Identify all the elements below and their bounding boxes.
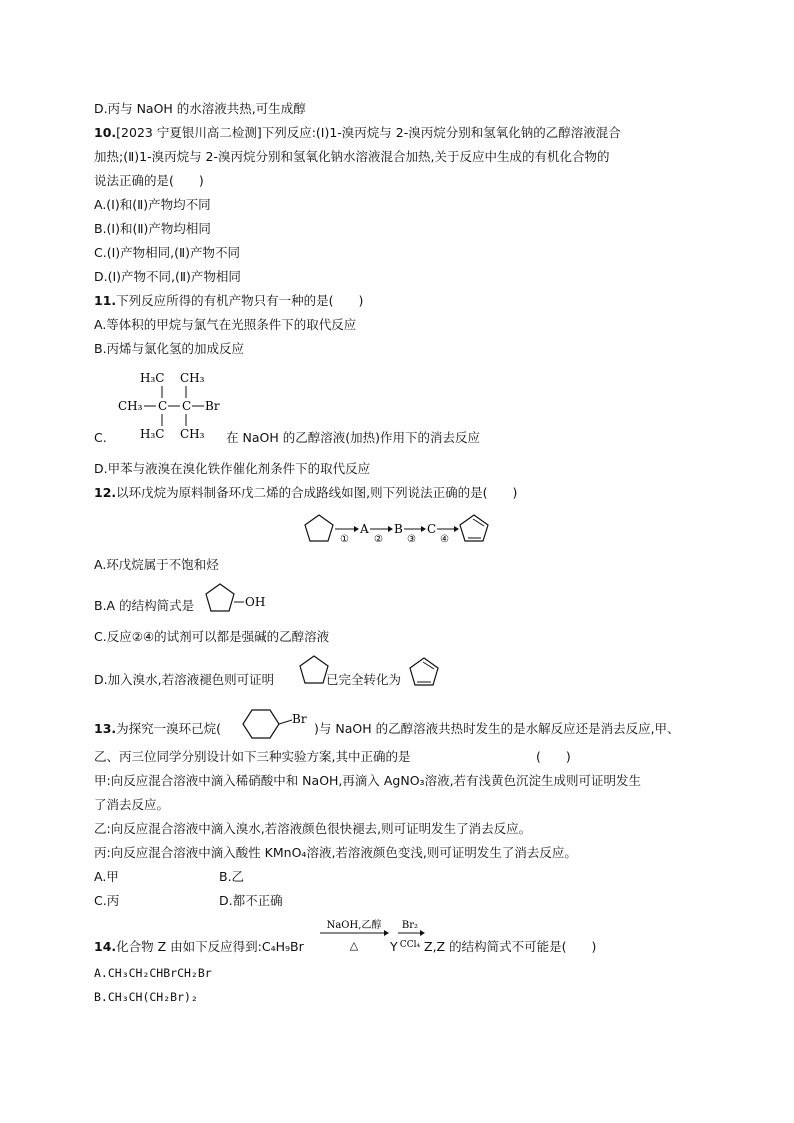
q13-bromine-label: Br: [292, 712, 307, 726]
q13-stem-text1a: 为探究一溴环己烷(: [116, 721, 222, 736]
intermediate-b: B: [394, 522, 403, 536]
q13-answer-paren: ( ): [536, 749, 571, 764]
q10-stem-text1: [2023 宁夏银川高二检测]下列反应:(Ⅰ)1-溴丙烷与 2-溴丙烷分别和氢氧化钠的乙醇溶液混合: [116, 125, 621, 140]
q14-intermediate-y: Y: [390, 939, 398, 954]
q11-stem: [94, 292, 363, 310]
q13-stem-line1-part1: [94, 720, 221, 738]
q10-option-d: D.(Ⅰ)产物不同,(Ⅱ)产物相同: [94, 269, 241, 284]
q11c-ch3-bottom: CH₃: [180, 427, 205, 441]
intermediate-c: C: [427, 522, 437, 536]
cyclopentadiene-ring: [460, 515, 488, 541]
q14-arrow2-reagent: Br₂: [401, 920, 419, 931]
step-4-label: ④: [440, 534, 449, 545]
q12b-cyclopentanol-structure: [202, 580, 272, 620]
q14-stem-text1: 化合物 Z 由如下反应得到:C₄H₉Br: [116, 939, 304, 954]
q14-option-a: A.CH₃CH₂CHBrCH₂Br: [94, 966, 212, 980]
step-1-label: ①: [340, 534, 349, 545]
q12b-oh-group: OH: [245, 595, 266, 609]
q14-number: 14.: [94, 939, 117, 954]
q11-option-d: D.甲苯与液溴在溴化铁作催化剂条件下的取代反应: [94, 461, 371, 476]
q10-stem-line1: [94, 124, 621, 142]
q13-option-c: C.丙: [94, 893, 120, 908]
q9-option-d: D.丙与 NaOH 的水溶液共热,可生成醇: [94, 101, 306, 116]
q10-stem-line2: 加热;(Ⅱ)1-溴丙烷与 2-溴丙烷分别和氢氧化钠水溶液混合加热,关于反应中生成的有机化合物的: [94, 149, 610, 164]
q12-synthesis-route: [302, 511, 492, 547]
q12-option-b: B.A 的结构简式是: [94, 598, 195, 613]
q13-stem-line1-part2: )与 NaOH 的乙醇溶液共热时发生的是水解反应还是消去反应,甲、: [314, 721, 680, 736]
q12-option-d-part1: D.加入溴水,若溶液褪色则可证明: [94, 672, 275, 687]
q11c-bromine: Br: [205, 399, 220, 413]
q12-option-a: A.环戊烷属于不饱和烃: [94, 557, 219, 572]
q11-option-b: B.丙烯与氯化氢的加成反应: [94, 341, 245, 356]
q14-arrow1-condition: △: [349, 939, 359, 952]
q10-option-a: A.(Ⅰ)和(Ⅱ)产物均不同: [94, 197, 211, 212]
q13-option-d: D.都不正确: [219, 893, 283, 908]
q12-option-c: C.反应②④的试剂可以都是强碱的乙醇溶液: [94, 629, 330, 644]
q12-option-d-part2: 已完全转化为: [326, 672, 402, 687]
q13-option-b: B.乙: [219, 869, 245, 884]
q14-arrow1-reagent: NaOH,乙醇: [326, 920, 382, 931]
q11c-structure: [110, 362, 230, 446]
step-2-label: ②: [374, 534, 383, 545]
q11-number: 11.: [94, 293, 117, 308]
q13-number: 13.: [94, 721, 117, 736]
q11c-carbon-1: C: [158, 399, 168, 413]
q13-stem-line2: 乙、丙三位同学分别设计如下三种实验方案,其中正确的是: [94, 749, 411, 764]
q13-bromocyclohexane-structure: [240, 704, 314, 744]
q10-option-b: B.(Ⅰ)和(Ⅱ)产物均相同: [94, 221, 211, 236]
q10-number: 10.: [94, 125, 117, 140]
q11-option-c-text: 在 NaOH 的乙醇溶液(加热)作用下的消去反应: [226, 430, 480, 445]
q12d-cyclopentadiene-ring: [408, 655, 442, 689]
q14-stem-part2: Z,Z 的结构简式不可能是( ): [424, 939, 597, 954]
q14-stem-part1: [94, 938, 304, 956]
step-3-label: ③: [407, 534, 416, 545]
q12-stem: [94, 484, 517, 502]
q11-option-c-label: C.: [94, 430, 107, 445]
q11c-carbon-2: C: [182, 399, 192, 413]
q11c-h3c-bottom: H₃C: [140, 427, 165, 441]
q10-option-c: C.(Ⅰ)产物相同,(Ⅱ)产物不同: [94, 245, 241, 260]
q14-option-b: B.CH₃CH(CH₂Br)₂: [94, 990, 198, 1004]
cyclopentane-ring: [305, 515, 333, 541]
q12-number: 12.: [94, 485, 117, 500]
q13-option-a: A.甲: [94, 869, 119, 884]
q11c-ch3-top: CH₃: [180, 371, 205, 385]
q10-stem-line3: 说法正确的是( ): [94, 173, 204, 188]
q13-plan-bing: 丙:向反应混合溶液中滴入酸性 KMnO₄溶液,若溶液颜色变浅,则可证明发生了消去反应。: [94, 845, 577, 860]
intermediate-a: A: [360, 522, 369, 536]
q12-stem-text: 以环戊烷为原料制备环戊二烯的合成路线如图,则下列说法正确的是( ): [116, 485, 518, 500]
q13-plan-jia-line2: 了消去反应。: [94, 797, 170, 812]
q11-stem-text: 下列反应所得的有机产物只有一种的是( ): [116, 293, 364, 308]
q11c-ch3-left: CH₃: [118, 399, 143, 413]
q13-plan-jia-line1: 甲:向反应混合溶液中滴入稀硝酸中和 NaOH,再滴入 AgNO₃溶液,若有浅黄色沉淀生成则可证明发生: [94, 773, 642, 788]
q11-option-a: A.等体积的甲烷与氯气在光照条件下的取代反应: [94, 317, 357, 332]
q11c-h3c-top: H₃C: [140, 371, 165, 385]
q13-plan-yi: 乙:向反应混合溶液中滴入溴水,若溶液颜色很快褪去,则可证明发生了消去反应。: [94, 821, 532, 836]
q14-arrow2-solvent: CCl₄: [399, 940, 421, 950]
q14-reaction-arrow-1: [318, 916, 390, 956]
q14-reaction-arrow-2: [396, 916, 426, 956]
